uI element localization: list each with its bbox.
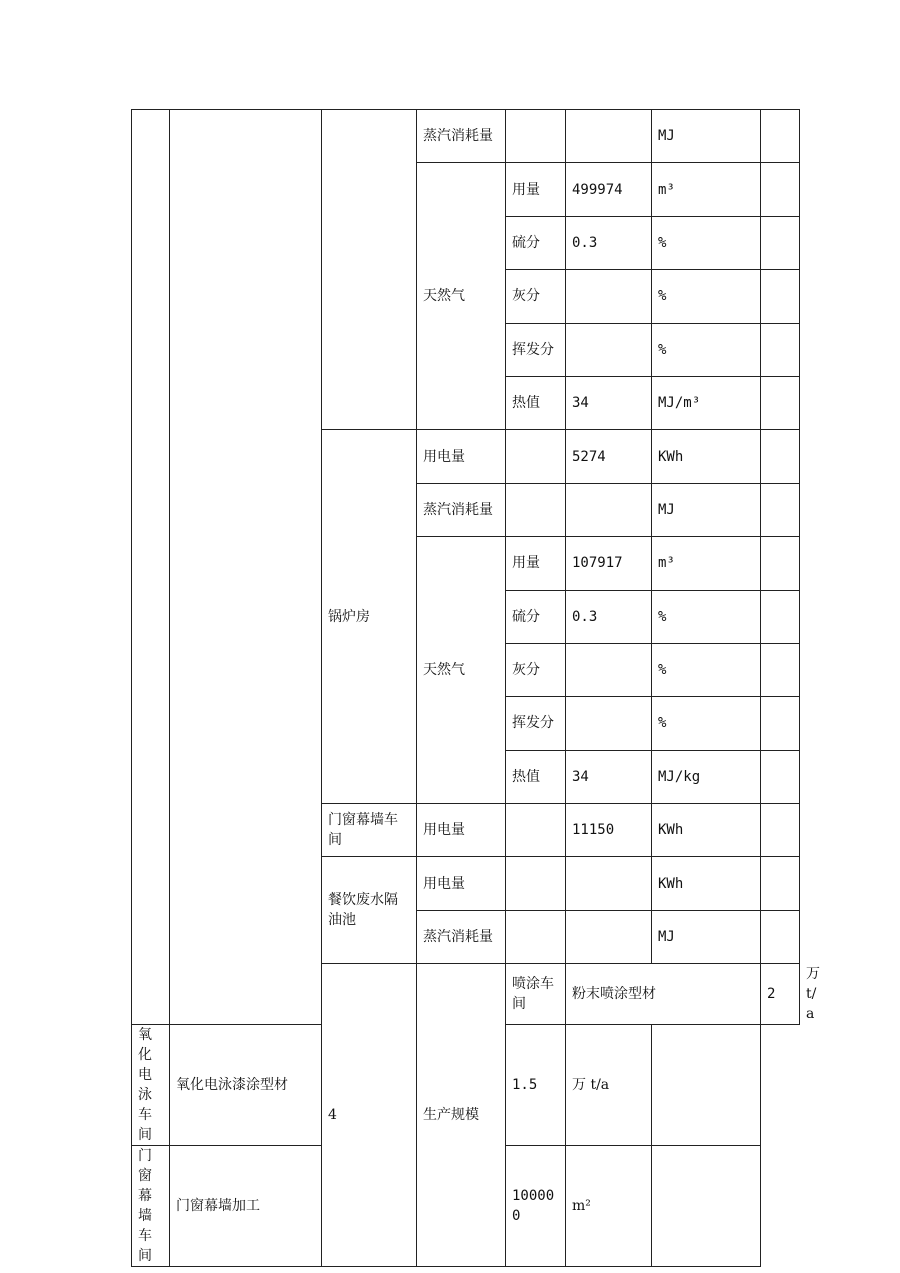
unit-label: MJ/m³ xyxy=(652,376,761,429)
unit-cell xyxy=(322,110,417,430)
remark-cell xyxy=(761,216,800,269)
unit-label: m² xyxy=(566,1146,652,1267)
remark-cell xyxy=(761,910,800,963)
value-cell: 34 xyxy=(566,376,652,429)
remark-cell xyxy=(652,1025,761,1146)
param-label: 热值 xyxy=(506,750,566,803)
remark-cell xyxy=(761,376,800,429)
index-cell xyxy=(132,110,170,1025)
product-cell: 粉末喷涂型材 xyxy=(566,964,761,1025)
unit-label: m³ xyxy=(652,537,761,590)
unit-label: MJ xyxy=(652,110,761,163)
remark-cell xyxy=(761,804,800,857)
remark-cell xyxy=(761,163,800,216)
remark-cell xyxy=(761,750,800,803)
item-label: 蒸汽消耗量 xyxy=(417,483,506,536)
unit-label: % xyxy=(652,590,761,643)
remark-cell xyxy=(761,697,800,750)
unit-label: % xyxy=(652,216,761,269)
category-cell xyxy=(170,110,322,1025)
value-cell xyxy=(566,910,652,963)
param-label: 热值 xyxy=(506,376,566,429)
value-cell xyxy=(566,643,652,696)
param-label: 灰分 xyxy=(506,643,566,696)
remark-cell xyxy=(761,483,800,536)
value-cell: 0.3 xyxy=(566,216,652,269)
remark-cell xyxy=(761,643,800,696)
param-label: 硫分 xyxy=(506,590,566,643)
unit-label: % xyxy=(652,643,761,696)
product-cell: 门窗幕墙加工 xyxy=(170,1146,417,1267)
value-cell xyxy=(566,323,652,376)
table-row: 4 生产规模 喷涂车间 粉末喷涂型材 2 万 t/a xyxy=(132,964,800,1025)
item-label: 天然气 xyxy=(417,537,506,804)
section-title: 生产规模 xyxy=(417,964,506,1267)
unit-label: % xyxy=(652,270,761,323)
item-label: 蒸汽消耗量 xyxy=(417,910,506,963)
unit-label: % xyxy=(652,697,761,750)
param-label: 灰分 xyxy=(506,270,566,323)
param-label: 挥发分 xyxy=(506,697,566,750)
value-cell xyxy=(566,483,652,536)
unit-cell: 餐饮废水隔油池 xyxy=(322,857,417,964)
param-cell xyxy=(506,910,566,963)
value-cell: 34 xyxy=(566,750,652,803)
value-cell: 0.3 xyxy=(566,590,652,643)
unit-label: MJ xyxy=(652,910,761,963)
value-cell xyxy=(566,270,652,323)
unit-label: MJ/kg xyxy=(652,750,761,803)
param-label: 用量 xyxy=(506,163,566,216)
unit-label: % xyxy=(652,323,761,376)
remark-cell xyxy=(761,110,800,163)
param-label: 用量 xyxy=(506,537,566,590)
product-cell: 氧化电泳漆涂型材 xyxy=(170,1025,417,1146)
item-label: 蒸汽消耗量 xyxy=(417,110,506,163)
item-label: 用电量 xyxy=(417,430,506,483)
value-cell: 100000 xyxy=(506,1146,566,1267)
param-cell xyxy=(506,804,566,857)
item-label: 用电量 xyxy=(417,857,506,910)
param-cell xyxy=(506,110,566,163)
remark-cell xyxy=(761,537,800,590)
workshop-cell: 氧化电泳车间 xyxy=(132,1025,170,1146)
unit-label: KWh xyxy=(652,804,761,857)
value-cell: 11150 xyxy=(566,804,652,857)
value-cell: 5274 xyxy=(566,430,652,483)
remark-cell xyxy=(652,1146,761,1267)
data-table xyxy=(131,109,820,1267)
remark-cell xyxy=(761,430,800,483)
item-label: 天然气 xyxy=(417,163,506,430)
unit-label: KWh xyxy=(652,430,761,483)
value-cell: 2 xyxy=(761,964,800,1025)
unit-label: 万 t/a xyxy=(566,1025,652,1146)
value-cell: 499974 xyxy=(566,163,652,216)
param-cell xyxy=(506,483,566,536)
workshop-cell: 喷涂车间 xyxy=(506,964,566,1025)
value-cell xyxy=(566,110,652,163)
value-cell xyxy=(566,697,652,750)
unit-label: KWh xyxy=(652,857,761,910)
param-label: 硫分 xyxy=(506,216,566,269)
value-cell: 1.5 xyxy=(506,1025,566,1146)
unit-label: m³ xyxy=(652,163,761,216)
unit-cell: 锅炉房 xyxy=(322,430,417,804)
value-cell: 107917 xyxy=(566,537,652,590)
remark-cell xyxy=(761,590,800,643)
workshop-cell: 门窗幕墙车间 xyxy=(132,1146,170,1267)
item-label: 用电量 xyxy=(417,804,506,857)
value-cell xyxy=(566,857,652,910)
unit-cell: 门窗幕墙车间 xyxy=(322,804,417,857)
param-cell xyxy=(506,857,566,910)
remark-cell xyxy=(761,323,800,376)
unit-label: MJ xyxy=(652,483,761,536)
remark-cell xyxy=(761,857,800,910)
remark-cell xyxy=(761,270,800,323)
table-row xyxy=(132,110,800,163)
section-number: 4 xyxy=(322,964,417,1267)
param-cell xyxy=(506,430,566,483)
param-label: 挥发分 xyxy=(506,323,566,376)
